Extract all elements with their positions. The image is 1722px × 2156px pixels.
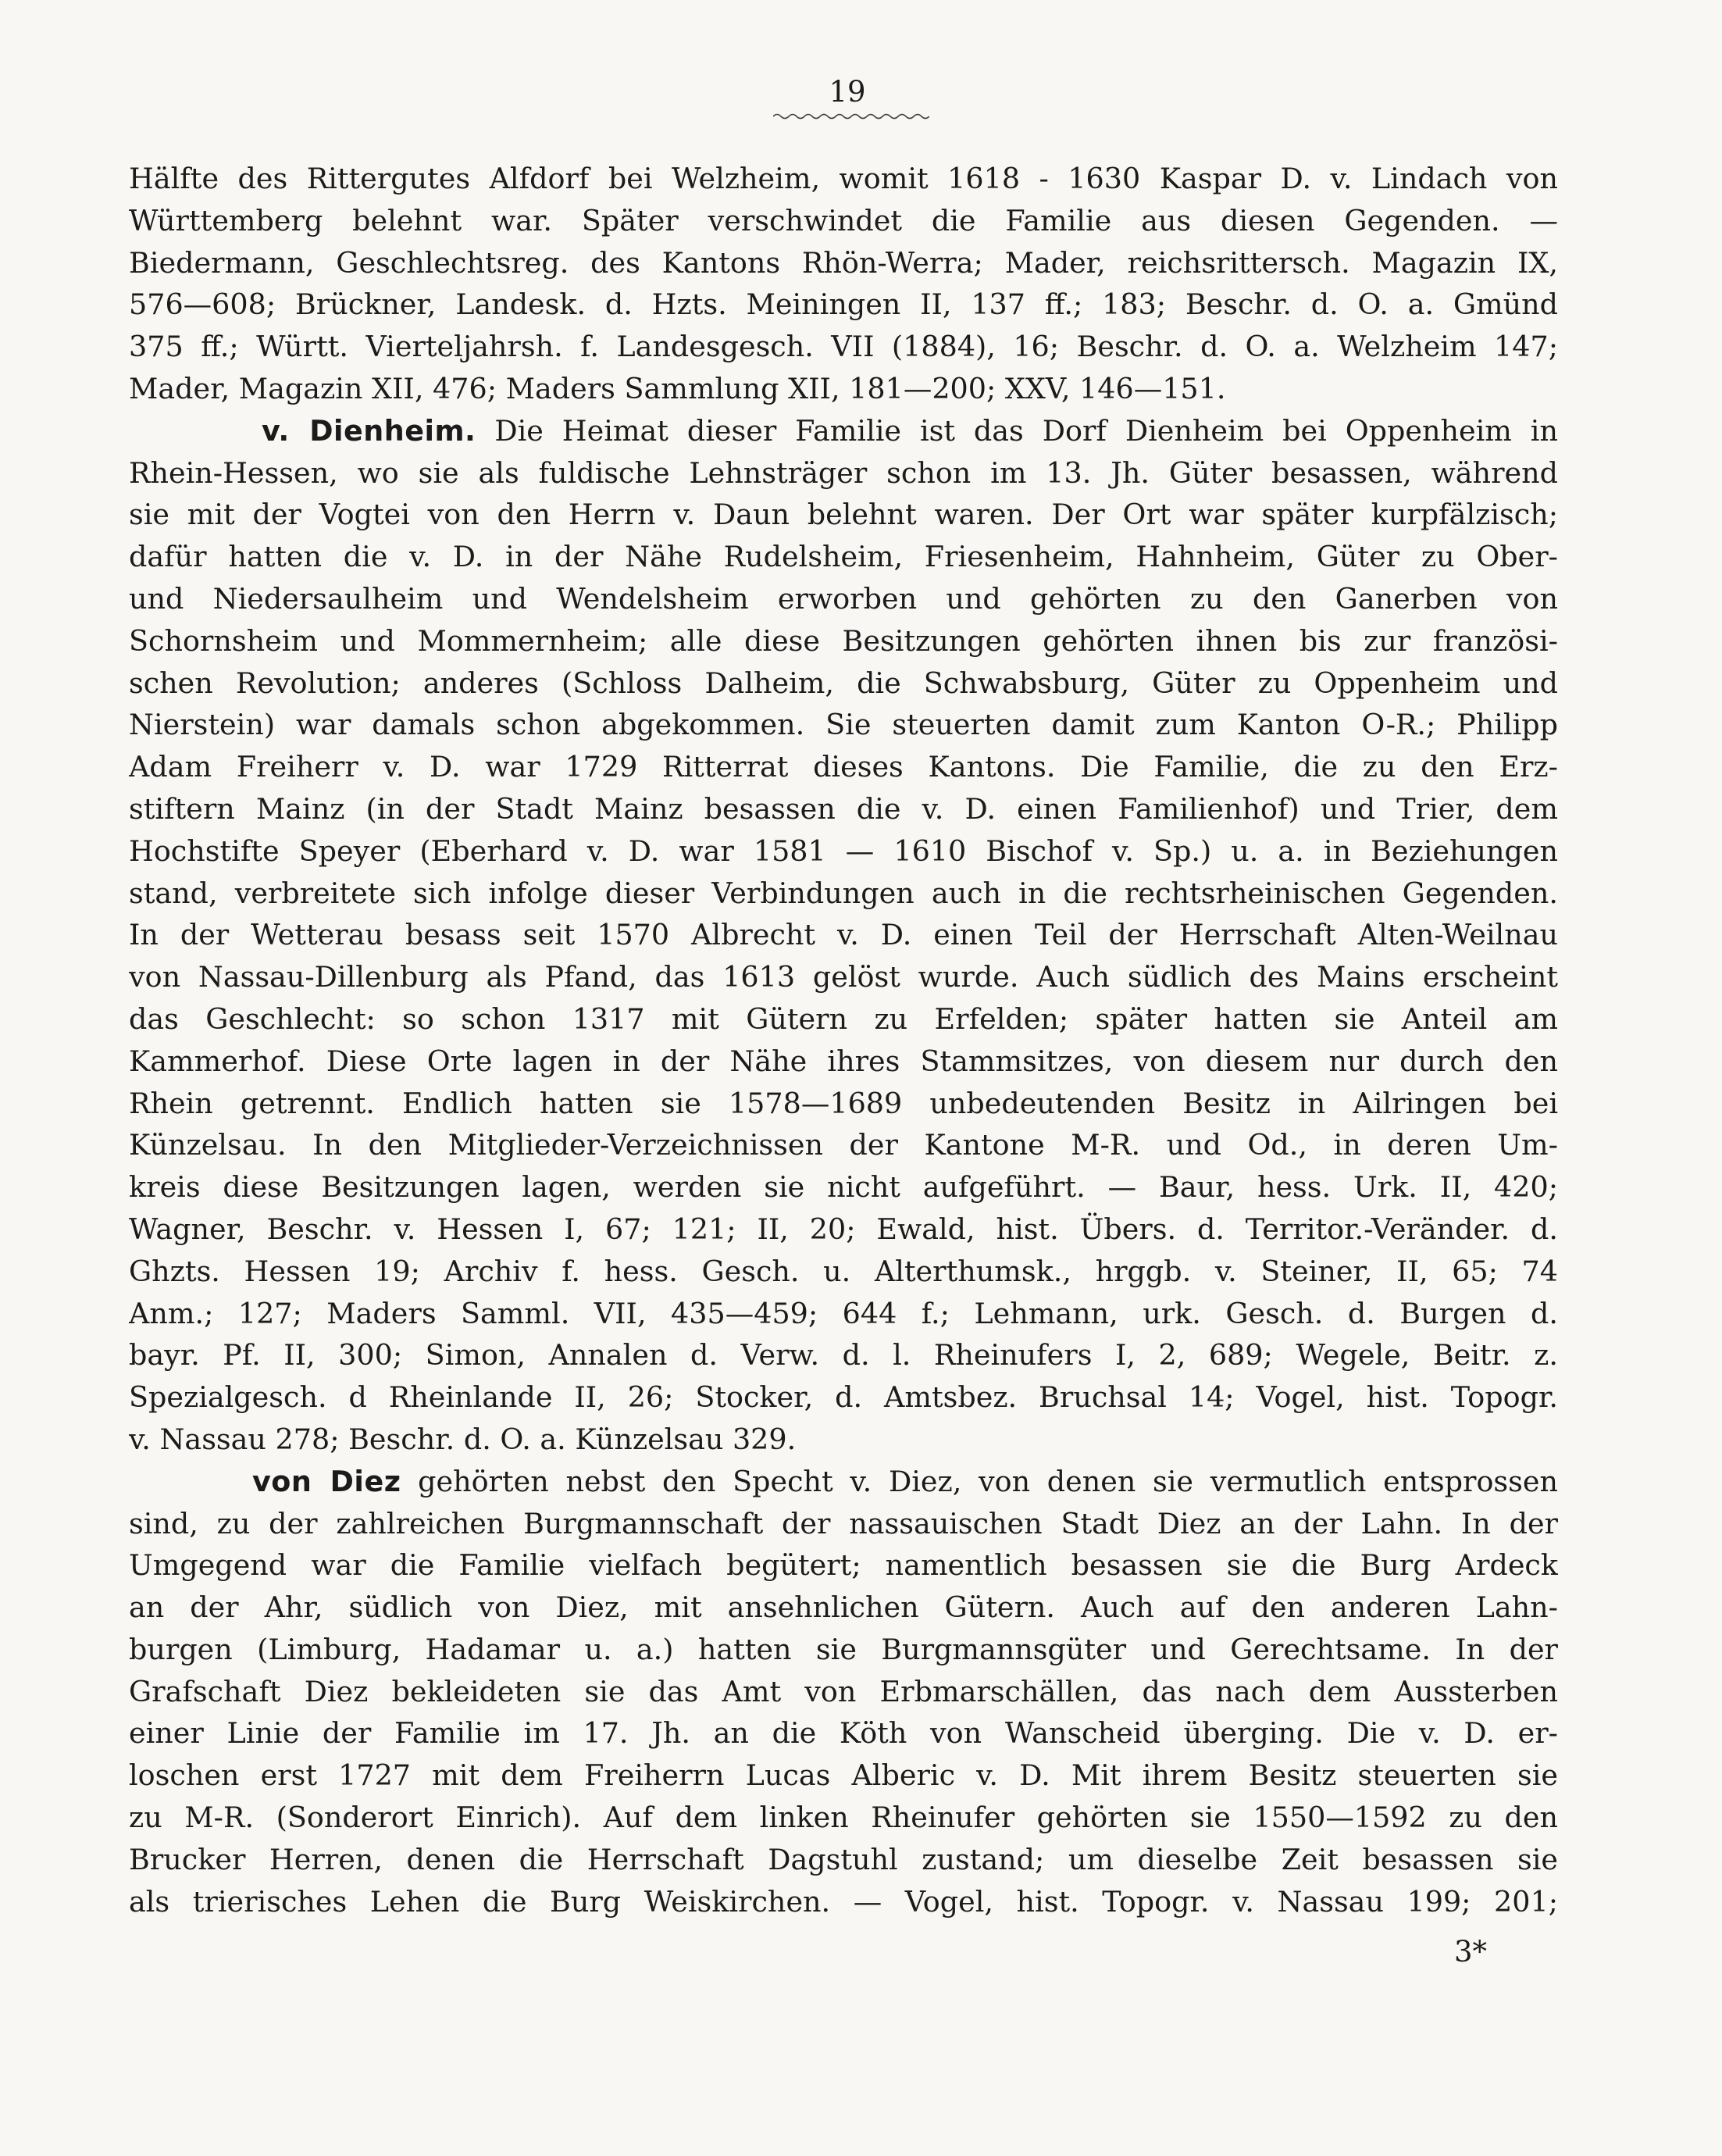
text-line: als trierisches Lehen die Burg Weiskirchen. — Vogel, hist. Topogr. v. Nassau 199; 201; — [129, 1884, 1558, 1919]
text-line: Künzelsau. In den Mitglieder-Verzeichnissen der Kantone M-R. und Od., in deren Um- — [129, 1128, 1558, 1162]
signature-mark: 3* — [1454, 1935, 1488, 1969]
entry-first-line — [129, 410, 1558, 452]
text-line: Nierstein) war damals schon abgekommen. Sie steuerten damit zum Kanton O-R.; Philipp — [129, 708, 1558, 742]
text-line: Wagner, Beschr. v. Hessen I, 67; 121; II, 20; Ewald, hist. Übers. d. Territor.-Veränder. d. — [129, 1212, 1558, 1246]
text-line: Hälfte des Rittergutes Alfdorf bei Welzheim, womit 1618 - 1630 Kaspar D. v. Lindach von — [129, 162, 1558, 195]
entry-first-line-text: Die Heimat dieser Familie ist das Dorf Dienheim bei Oppenheim in — [494, 413, 1558, 448]
text-line: dafür hatten die v. D. in der Nähe Rudelsheim, Friesenheim, Hahnheim, Güter zu Ober- — [129, 540, 1558, 574]
text-line: bayr. Pf. II, 300; Simon, Annalen d. Verw. d. l. Rheinufers I, 2, 689; Wegele, Beitr. z. — [129, 1338, 1558, 1372]
text-line: stand, verbreitete sich infolge dieser Verbindungen auch in die rechtsrheinischen Gegenden. — [129, 876, 1558, 910]
ornament-rule — [773, 111, 929, 122]
text-line: an der Ahr, südlich von Diez, mit ansehnlichen Gütern. Auch auf den anderen Lahn- — [129, 1590, 1558, 1625]
text-line: 576—608; Brückner, Landesk. d. Hzts. Meiningen II, 137 ff.; 183; Beschr. d. O. a. Gmünd — [129, 287, 1558, 322]
text-line: kreis diese Besitzungen lagen, werden sie nicht aufgeführt. — Baur, hess. Urk. II, 420; — [129, 1170, 1558, 1205]
text-line: Kammerhof. Diese Orte lagen in der Nähe ihres Stammsitzes, von diesem nur durch den — [129, 1044, 1558, 1078]
text-line: Brucker Herren, denen die Herrschaft Dagstuhl zustand; um dieselbe Zeit besassen sie — [129, 1842, 1558, 1876]
body-text — [129, 158, 1558, 1922]
text-line: von Nassau-Dillenburg als Pfand, das 1613 gelöst wurde. Auch südlich des Mains erscheint — [129, 960, 1558, 994]
text-line: Biedermann, Geschlechtsreg. des Kantons Rhön-Werra; Mader, reichsrittersch. Magazin IX, — [129, 245, 1558, 280]
entry-heading-dienheim: v. Dienheim. — [262, 413, 476, 448]
text-line: In der Wetterau besass seit 1570 Albrecht v. D. einen Teil der Herrschaft Alten-Weilnau — [129, 918, 1558, 952]
text-line: Hochstifte Speyer (Eberhard v. D. war 1581 — 1610 Bischof v. Sp.) u. a. in Beziehungen — [129, 833, 1558, 868]
text-line: 375 ff.; Württ. Vierteljahrsh. f. Landesgesch. VII (1884), 16; Beschr. d. O. a. Welzheim 147; — [129, 330, 1558, 364]
text-line: burgen (Limburg, Hadamar u. a.) hatten sie Burgmannsgüter und Gerechtsame. In der — [129, 1632, 1558, 1666]
text-line: Rhein getrennt. Endlich hatten sie 1578—1689 unbedeutenden Besitz in Ailringen bei — [129, 1086, 1558, 1120]
text-line: Grafschaft Diez bekleideten sie das Amt von Erbmarschällen, das nach dem Aussterben — [129, 1674, 1558, 1708]
text-line: Anm.; 127; Maders Samml. VII, 435—459; 644 f.; Lehmann, urk. Gesch. d. Burgen d. — [129, 1296, 1558, 1330]
text-line: Schornsheim und Mommernheim; alle diese Besitzungen gehörten ihnen bis zur französi- — [129, 623, 1558, 658]
text-line: einer Linie der Familie im 17. Jh. an die Köth von Wanscheid überging. Die v. D. er- — [129, 1716, 1558, 1751]
text-line: Mader, Magazin XII, 476; Maders Sammlung XII, 181—200; XXV, 146—151. — [129, 371, 1226, 405]
text-line: Umgegend war die Familie vielfach begütert; namentlich besassen sie die Burg Ardeck — [129, 1548, 1558, 1583]
page-number: 19 — [829, 75, 866, 109]
text-line: sind, zu der zahlreichen Burgmannschaft der nassauischen Stadt Diez an der Lahn. In der — [129, 1506, 1558, 1540]
text-line: und Niedersaulheim und Wendelsheim erworben und gehörten zu den Ganerben von — [129, 581, 1558, 616]
text-line: v. Nassau 278; Beschr. d. O. a. Künzelsau 329. — [129, 1422, 797, 1456]
entry-first-line-text: gehörten nebst den Specht v. Diez, von denen sie vermutlich entsprossen — [418, 1464, 1558, 1498]
text-line: das Geschlecht: so schon 1317 mit Gütern zu Erfelden; später hatten sie Anteil am — [129, 1001, 1558, 1036]
text-line: Württemberg belehnt war. Später verschwindet die Familie aus diesen Gegenden. — — [129, 203, 1558, 237]
entry-heading-diez: von Diez — [252, 1464, 401, 1498]
text-line: loschen erst 1727 mit dem Freiherrn Lucas Alberic v. D. Mit ihrem Besitz steuerten sie — [129, 1758, 1558, 1793]
text-line: stiftern Mainz (in der Stadt Mainz besassen die v. D. einen Familienhof) und Trier, dem — [129, 791, 1558, 826]
text-line: Ghzts. Hessen 19; Archiv f. hess. Gesch. u. Alterthumsk., hrggb. v. Steiner, II, 65; 74 — [129, 1254, 1558, 1288]
text-line: Adam Freiherr v. D. war 1729 Ritterrat dieses Kantons. Die Familie, die zu den Erz- — [129, 750, 1558, 784]
text-line: Spezialgesch. d Rheinlande II, 26; Stocker, d. Amtsbez. Bruchsal 14; Vogel, hist. Topogr. — [129, 1380, 1558, 1415]
text-line: Rhein-Hessen, wo sie als fuldische Lehnsträger schon im 13. Jh. Güter besassen, während — [129, 455, 1558, 490]
text-line: schen Revolution; anderes (Schloss Dalheim, die Schwabsburg, Güter zu Oppenheim und — [129, 666, 1558, 700]
entry-first-line — [129, 1461, 1558, 1503]
text-line: sie mit der Vogtei von den Herrn v. Daun belehnt waren. Der Ort war später kurpfälzisch; — [129, 498, 1558, 532]
text-line: zu M-R. (Sonderort Einrich). Auf dem linken Rheinufer gehörten sie 1550—1592 zu den — [129, 1801, 1558, 1835]
